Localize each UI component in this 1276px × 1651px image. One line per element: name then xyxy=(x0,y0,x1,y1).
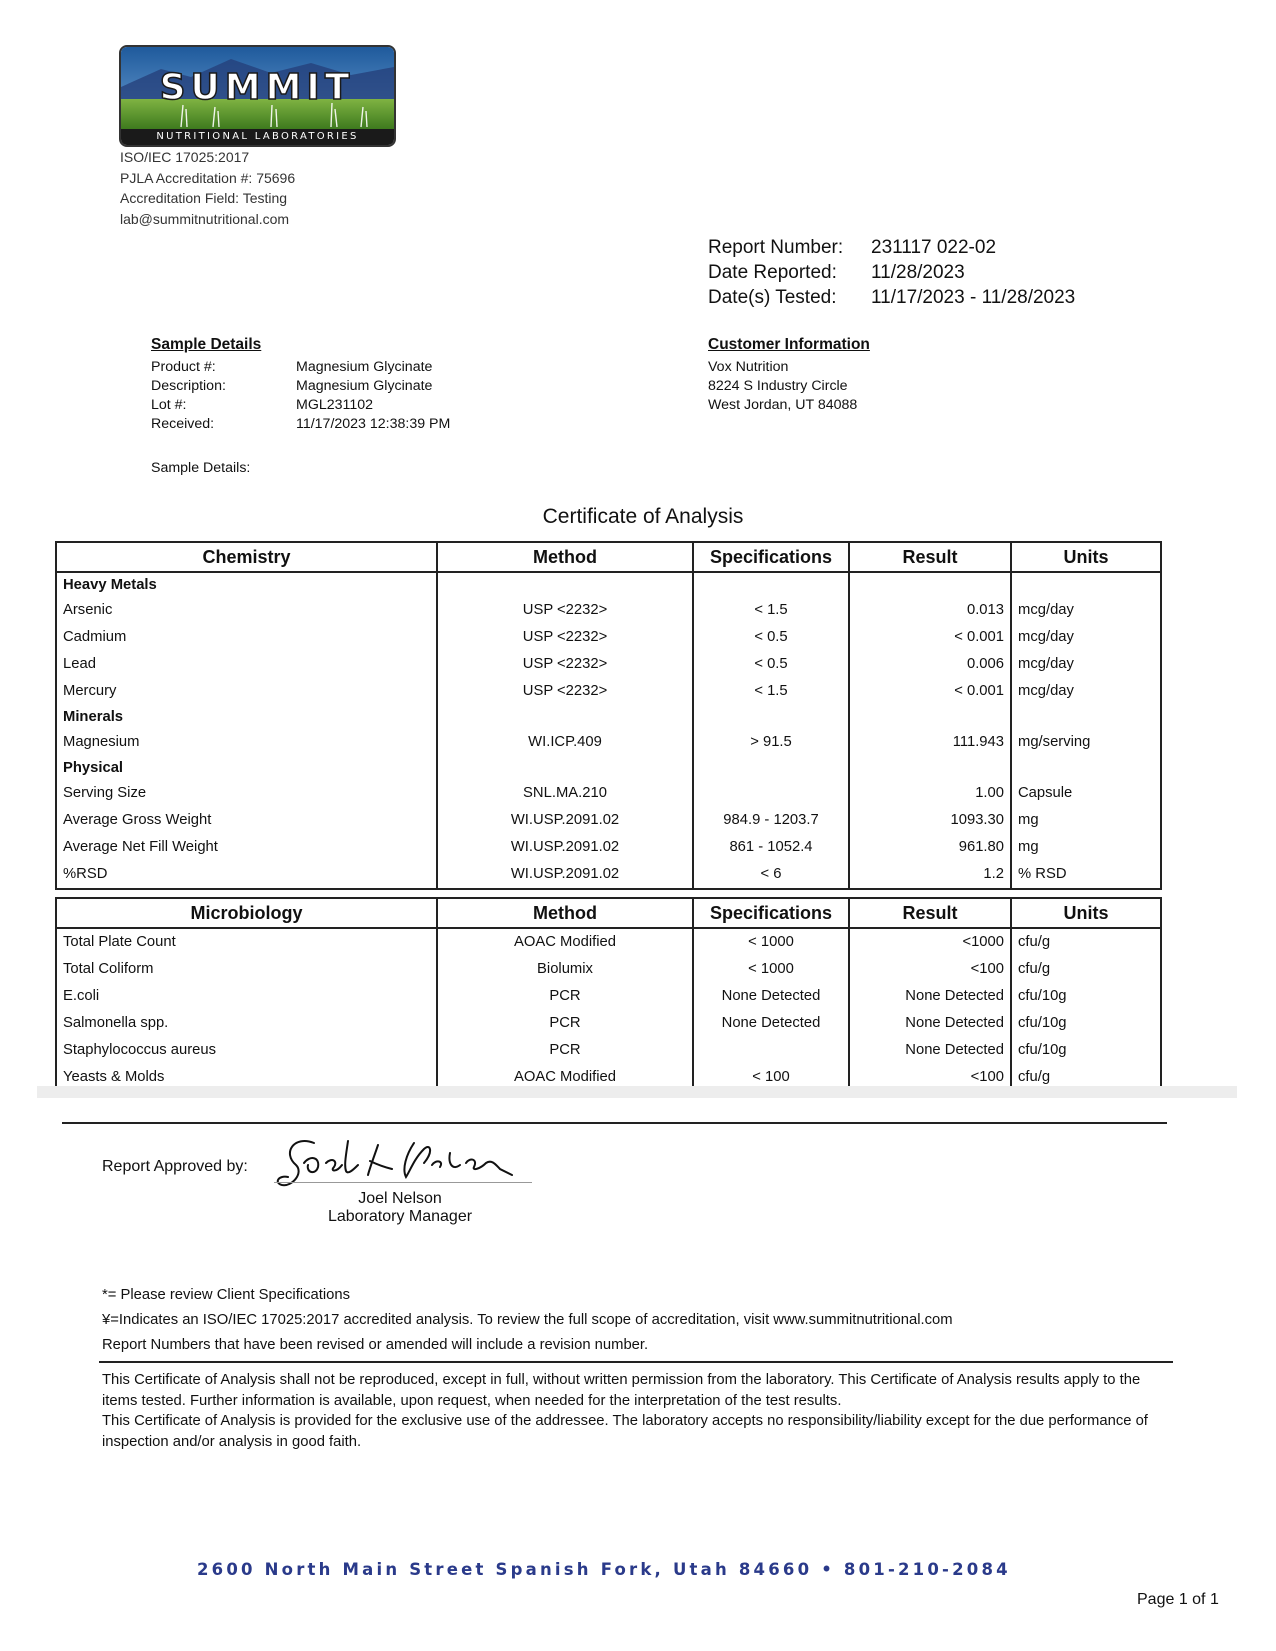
result-cell: 1.2 xyxy=(849,861,1011,889)
result-cell: None Detected xyxy=(849,983,1011,1010)
table-row xyxy=(56,597,1161,624)
empty-cell xyxy=(849,705,1011,729)
result-cell: 0.013 xyxy=(849,597,1011,624)
received-label: Received: xyxy=(151,416,215,432)
result-cell: <100 xyxy=(849,956,1011,983)
analyte-cell: Total Plate Count xyxy=(56,928,437,956)
logo-wordmark: SUMMIT xyxy=(159,67,355,108)
spec-cell: < 0.5 xyxy=(693,624,849,651)
units-cell: % RSD xyxy=(1011,861,1161,889)
method-cell: SNL.MA.210 xyxy=(437,780,693,807)
result-cell: 1093.30 xyxy=(849,807,1011,834)
report-number: 231117 022-02 xyxy=(871,237,997,258)
divider xyxy=(99,1361,1173,1363)
analyte-cell: E.coli xyxy=(56,983,437,1010)
table-row xyxy=(56,678,1161,705)
category-label: Heavy Metals xyxy=(56,572,437,597)
spec-cell: < 1000 xyxy=(693,928,849,956)
method-cell: PCR xyxy=(437,983,693,1010)
table-row xyxy=(56,624,1161,651)
table-row xyxy=(56,729,1161,756)
method-cell: AOAC Modified xyxy=(437,1064,693,1092)
units-cell: mg xyxy=(1011,807,1161,834)
table-row xyxy=(56,780,1161,807)
analyte-cell: Salmonella spp. xyxy=(56,1010,437,1037)
category-row xyxy=(56,705,1161,729)
product-value: Magnesium Glycinate xyxy=(296,359,433,375)
signature-line xyxy=(274,1182,532,1183)
result-cell: <1000 xyxy=(849,928,1011,956)
result-cell: None Detected xyxy=(849,1010,1011,1037)
approver xyxy=(300,1190,500,1226)
analyte-cell: Magnesium xyxy=(56,729,437,756)
approver-role: Laboratory Manager xyxy=(327,1208,473,1225)
analyte-cell: Mercury xyxy=(56,678,437,705)
result-cell: 111.943 xyxy=(849,729,1011,756)
table-row xyxy=(56,1037,1161,1064)
empty-cell xyxy=(437,572,693,597)
lot-label: Lot #: xyxy=(151,397,187,413)
units-cell: cfu/g xyxy=(1011,956,1161,983)
method-cell: WI.USP.2091.02 xyxy=(437,807,693,834)
notes xyxy=(102,1283,953,1358)
lab-email[interactable]: lab@summitnutritional.com xyxy=(120,210,290,227)
disclaimer-reproduction: This Certificate of Analysis shall not be reproduced, except in full, without written permission from the laboratory. This Certificate of Analysis results apply to the items tested. Further information is available, upon request, when needed for the interpretation of the test results. xyxy=(102,1372,1141,1409)
analyte-cell: Serving Size xyxy=(56,780,437,807)
table-row xyxy=(56,928,1161,956)
spec-cell: < 1000 xyxy=(693,956,849,983)
footer-address: 2600 North Main Street Spanish Fork, Utah 84660 • 801-210-2084 xyxy=(197,1560,1011,1579)
category-label: Physical xyxy=(56,756,437,780)
result-cell: 961.80 xyxy=(849,834,1011,861)
customer-name: Vox Nutrition xyxy=(708,359,789,375)
spec-cell: None Detected xyxy=(693,983,849,1010)
method-cell: USP <2232> xyxy=(437,651,693,678)
disclaimer-liability: This Certificate of Analysis is provided for the exclusive use of the addressee. The laboratory accepts no responsibility/liability except for the due performance of inspection and/or analysis in good faith. xyxy=(102,1413,1148,1450)
sample-notes-label: Sample Details: xyxy=(151,460,251,476)
date-reported-label: Date Reported: xyxy=(708,262,837,283)
analyte-cell: Total Coliform xyxy=(56,956,437,983)
received-value: 11/17/2023 12:38:39 PM xyxy=(296,416,451,432)
empty-cell xyxy=(1011,705,1161,729)
note-accredited: ¥=Indicates an ISO/IEC 17025:2017 accredited analysis. To review the full scope of accreditation, visit www.summitnutritional.com xyxy=(102,1312,953,1328)
spec-cell: < 1.5 xyxy=(693,678,849,705)
report-meta xyxy=(708,235,1075,310)
method-cell: USP <2232> xyxy=(437,678,693,705)
col-specifications: Specifications xyxy=(693,542,849,572)
empty-cell xyxy=(1011,756,1161,780)
lab-info xyxy=(120,147,295,229)
spec-cell: < 6 xyxy=(693,861,849,889)
category-row xyxy=(56,572,1161,597)
analyte-cell: Yeasts & Molds xyxy=(56,1064,437,1092)
result-cell: None Detected xyxy=(849,1037,1011,1064)
page-number: Page 1 of 1 xyxy=(1137,1591,1219,1608)
spec-cell: < 100 xyxy=(693,1064,849,1092)
note-client-specs: *= Please review Client Specifications xyxy=(102,1287,350,1303)
spec-cell: > 91.5 xyxy=(693,729,849,756)
units-cell: mg xyxy=(1011,834,1161,861)
units-cell: cfu/g xyxy=(1011,928,1161,956)
report-number-label: Report Number: xyxy=(708,237,844,258)
analyte-cell: Staphylococcus aureus xyxy=(56,1037,437,1064)
spec-cell: < 1.5 xyxy=(693,597,849,624)
method-cell: AOAC Modified xyxy=(437,928,693,956)
pjla-line: PJLA Accreditation #: 75696 xyxy=(120,169,296,186)
date-reported: 11/28/2023 xyxy=(871,262,965,283)
spec-cell: 861 - 1052.4 xyxy=(693,834,849,861)
sample-details-heading: Sample Details xyxy=(151,336,262,353)
analyte-cell: Lead xyxy=(56,651,437,678)
col-method: Method xyxy=(437,542,693,572)
units-cell: Capsule xyxy=(1011,780,1161,807)
method-cell: USP <2232> xyxy=(437,624,693,651)
empty-cell xyxy=(693,705,849,729)
units-cell: cfu/10g xyxy=(1011,983,1161,1010)
customer-information xyxy=(708,336,870,415)
customer-city: West Jordan, UT 84088 xyxy=(708,397,858,413)
table-row xyxy=(56,983,1161,1010)
approved-by-label: Report Approved by: xyxy=(102,1158,248,1175)
result-cell: 0.006 xyxy=(849,651,1011,678)
col-chemistry: Chemistry xyxy=(56,542,437,572)
units-cell: mcg/day xyxy=(1011,597,1161,624)
analyte-cell: Average Gross Weight xyxy=(56,807,437,834)
empty-cell xyxy=(693,756,849,780)
result-cell: <100 xyxy=(849,1064,1011,1092)
dates-tested: 11/17/2023 - 11/28/2023 xyxy=(871,287,1076,308)
units-cell: mg/serving xyxy=(1011,729,1161,756)
chemistry-rows xyxy=(56,572,1161,889)
col-units: Units xyxy=(1011,898,1161,928)
col-method: Method xyxy=(437,898,693,928)
analyte-cell: Average Net Fill Weight xyxy=(56,834,437,861)
units-cell: mcg/day xyxy=(1011,624,1161,651)
description-label: Description: xyxy=(151,378,226,394)
customer-info-heading: Customer Information xyxy=(708,336,870,353)
empty-cell xyxy=(849,572,1011,597)
empty-cell xyxy=(437,705,693,729)
category-row xyxy=(56,756,1161,780)
accreditation-field-line: Accreditation Field: Testing xyxy=(120,190,288,206)
table-row xyxy=(56,861,1161,889)
spec-cell: None Detected xyxy=(693,1010,849,1037)
method-cell: PCR xyxy=(437,1010,693,1037)
summit-logo xyxy=(119,45,396,147)
method-cell: PCR xyxy=(437,1037,693,1064)
col-units: Units xyxy=(1011,542,1161,572)
units-cell: mcg/day xyxy=(1011,678,1161,705)
note-revisions: Report Numbers that have been revised or amended will include a revision number. xyxy=(102,1337,649,1353)
logo-tagline: NUTRITIONAL LABORATORIES xyxy=(121,129,394,145)
method-cell: WI.USP.2091.02 xyxy=(437,861,693,889)
signature-text: Joel L Nelson xyxy=(274,1135,281,1136)
chemistry-table xyxy=(55,541,1162,890)
result-cell: 1.00 xyxy=(849,780,1011,807)
chemistry-header-row xyxy=(56,542,1161,572)
category-label: Minerals xyxy=(56,705,437,729)
lot-value: MGL231102 xyxy=(296,397,374,413)
table-row xyxy=(56,651,1161,678)
table-row xyxy=(56,834,1161,861)
spec-cell xyxy=(693,780,849,807)
sample-details xyxy=(151,336,450,434)
units-cell: cfu/g xyxy=(1011,1064,1161,1092)
gray-band xyxy=(37,1086,1237,1098)
empty-cell xyxy=(849,756,1011,780)
iso-line: ISO/IEC 17025:2017 xyxy=(120,149,250,165)
method-cell: Biolumix xyxy=(437,956,693,983)
spec-cell: 984.9 - 1203.7 xyxy=(693,807,849,834)
col-result: Result xyxy=(849,542,1011,572)
divider xyxy=(62,1122,1167,1124)
table-row xyxy=(56,1010,1161,1037)
empty-cell xyxy=(693,572,849,597)
signature xyxy=(274,1135,534,1195)
disclaimer xyxy=(102,1370,1162,1452)
col-microbiology: Microbiology xyxy=(56,898,437,928)
customer-street: 8224 S Industry Circle xyxy=(708,378,848,394)
dates-tested-label: Date(s) Tested: xyxy=(708,287,837,308)
col-specifications: Specifications xyxy=(693,898,849,928)
method-cell: WI.ICP.409 xyxy=(437,729,693,756)
result-cell: < 0.001 xyxy=(849,624,1011,651)
method-cell: USP <2232> xyxy=(437,597,693,624)
analyte-cell: Cadmium xyxy=(56,624,437,651)
method-cell: WI.USP.2091.02 xyxy=(437,834,693,861)
col-result: Result xyxy=(849,898,1011,928)
microbiology-rows xyxy=(56,928,1161,1092)
table-row xyxy=(56,807,1161,834)
spec-cell: < 0.5 xyxy=(693,651,849,678)
microbiology-header-row xyxy=(56,898,1161,928)
analyte-cell: %RSD xyxy=(56,861,437,889)
result-cell: < 0.001 xyxy=(849,678,1011,705)
table-row xyxy=(56,956,1161,983)
empty-cell xyxy=(1011,572,1161,597)
units-cell: mcg/day xyxy=(1011,651,1161,678)
description-value: Magnesium Glycinate xyxy=(296,378,433,394)
empty-cell xyxy=(437,756,693,780)
spec-cell xyxy=(693,1037,849,1064)
analyte-cell: Arsenic xyxy=(56,597,437,624)
units-cell: cfu/10g xyxy=(1011,1037,1161,1064)
certificate-title: Certificate of Analysis xyxy=(542,505,744,528)
approver-name: Joel Nelson xyxy=(358,1190,442,1207)
units-cell: cfu/10g xyxy=(1011,1010,1161,1037)
microbiology-table xyxy=(55,897,1162,1093)
product-label: Product #: xyxy=(151,359,216,375)
